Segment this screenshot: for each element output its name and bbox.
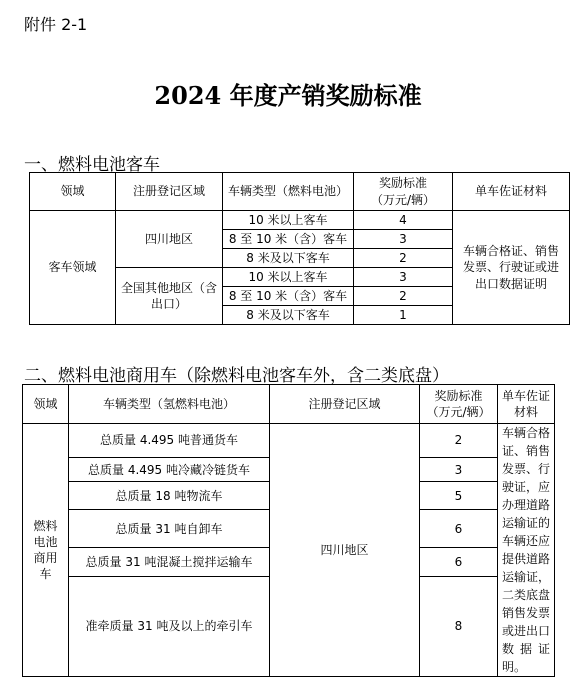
header-region: 注册登记区域 bbox=[116, 173, 223, 211]
vehicle-type-cell: 总质量 31 吨自卸车 bbox=[69, 510, 270, 548]
reward-cell: 3 bbox=[420, 458, 498, 482]
vehicle-type-cell: 总质量 31 吨混凝土搅拌运输车 bbox=[69, 548, 270, 576]
reward-cell: 4 bbox=[354, 211, 453, 230]
table1-header-row bbox=[30, 173, 570, 211]
reward-cell: 6 bbox=[420, 510, 498, 548]
table-row bbox=[30, 211, 570, 230]
page-title: 2024 年度产销奖励标准 bbox=[154, 81, 422, 110]
header-domain: 领域 bbox=[30, 173, 116, 211]
domain-cell: 燃料 电池 商用 车 bbox=[23, 424, 69, 677]
attachment-label: 附件 2-1 bbox=[24, 15, 88, 34]
header-region: 注册登记区域 bbox=[270, 385, 420, 424]
header-reward: 奖励标准 （万元/辆） bbox=[420, 385, 498, 424]
vehicle-type-cell: 10 米以上客车 bbox=[223, 268, 354, 287]
header-reward: 奖励标准 （万元/辆） bbox=[354, 173, 453, 211]
fuel-cell-commercial-table bbox=[22, 384, 555, 677]
header-evidence: 单车佐证材料 bbox=[453, 173, 570, 211]
vehicle-type-cell: 8 至 10 米（含）客车 bbox=[223, 287, 354, 306]
table2-header-row bbox=[23, 385, 555, 424]
region-cell: 四川地区 bbox=[116, 211, 223, 268]
reward-cell: 2 bbox=[354, 287, 453, 306]
fuel-cell-bus-table bbox=[29, 172, 570, 325]
vehicle-type-cell: 总质量 18 吨物流车 bbox=[69, 482, 270, 510]
vehicle-type-cell: 8 米及以下客车 bbox=[223, 306, 354, 325]
evidence-cell: 车辆合格证、销售发票、行驶证，应办理道路运输证的车辆还应提供道路运输证，二类底盘销售发票或进出口数据证明。 bbox=[498, 424, 555, 677]
section1-heading: 一、燃料电池客车 bbox=[24, 155, 160, 175]
header-vehicle-type: 车辆类型（燃料电池） bbox=[223, 173, 354, 211]
reward-cell: 8 bbox=[420, 576, 498, 676]
table-row bbox=[23, 424, 555, 458]
vehicle-type-cell: 总质量 4.495 吨冷藏冷链货车 bbox=[69, 458, 270, 482]
domain-cell: 客车领域 bbox=[30, 211, 116, 325]
header-domain: 领域 bbox=[23, 385, 69, 424]
reward-cell: 5 bbox=[420, 482, 498, 510]
header-vehicle-type: 车辆类型（氢燃料电池） bbox=[69, 385, 270, 424]
vehicle-type-cell: 准牵质量 31 吨及以上的牵引车 bbox=[69, 576, 270, 676]
region-cell: 四川地区 bbox=[270, 424, 420, 677]
reward-cell: 2 bbox=[420, 424, 498, 458]
reward-cell: 3 bbox=[354, 230, 453, 249]
reward-cell: 3 bbox=[354, 268, 453, 287]
vehicle-type-cell: 8 米及以下客车 bbox=[223, 249, 354, 268]
evidence-cell: 车辆合格证、销售发票、行驶证或进出口数据证明 bbox=[453, 211, 570, 325]
vehicle-type-cell: 8 至 10 米（含）客车 bbox=[223, 230, 354, 249]
vehicle-type-cell: 10 米以上客车 bbox=[223, 211, 354, 230]
header-evidence: 单车佐证 材料 bbox=[498, 385, 555, 424]
vehicle-type-cell: 总质量 4.495 吨普通货车 bbox=[69, 424, 270, 458]
reward-cell: 2 bbox=[354, 249, 453, 268]
region-cell: 全国其他地区（含出口） bbox=[116, 268, 223, 325]
reward-cell: 1 bbox=[354, 306, 453, 325]
section2-heading: 二、燃料电池商用车（除燃料电池客车外，含二类底盘） bbox=[24, 366, 449, 386]
reward-cell: 6 bbox=[420, 548, 498, 576]
